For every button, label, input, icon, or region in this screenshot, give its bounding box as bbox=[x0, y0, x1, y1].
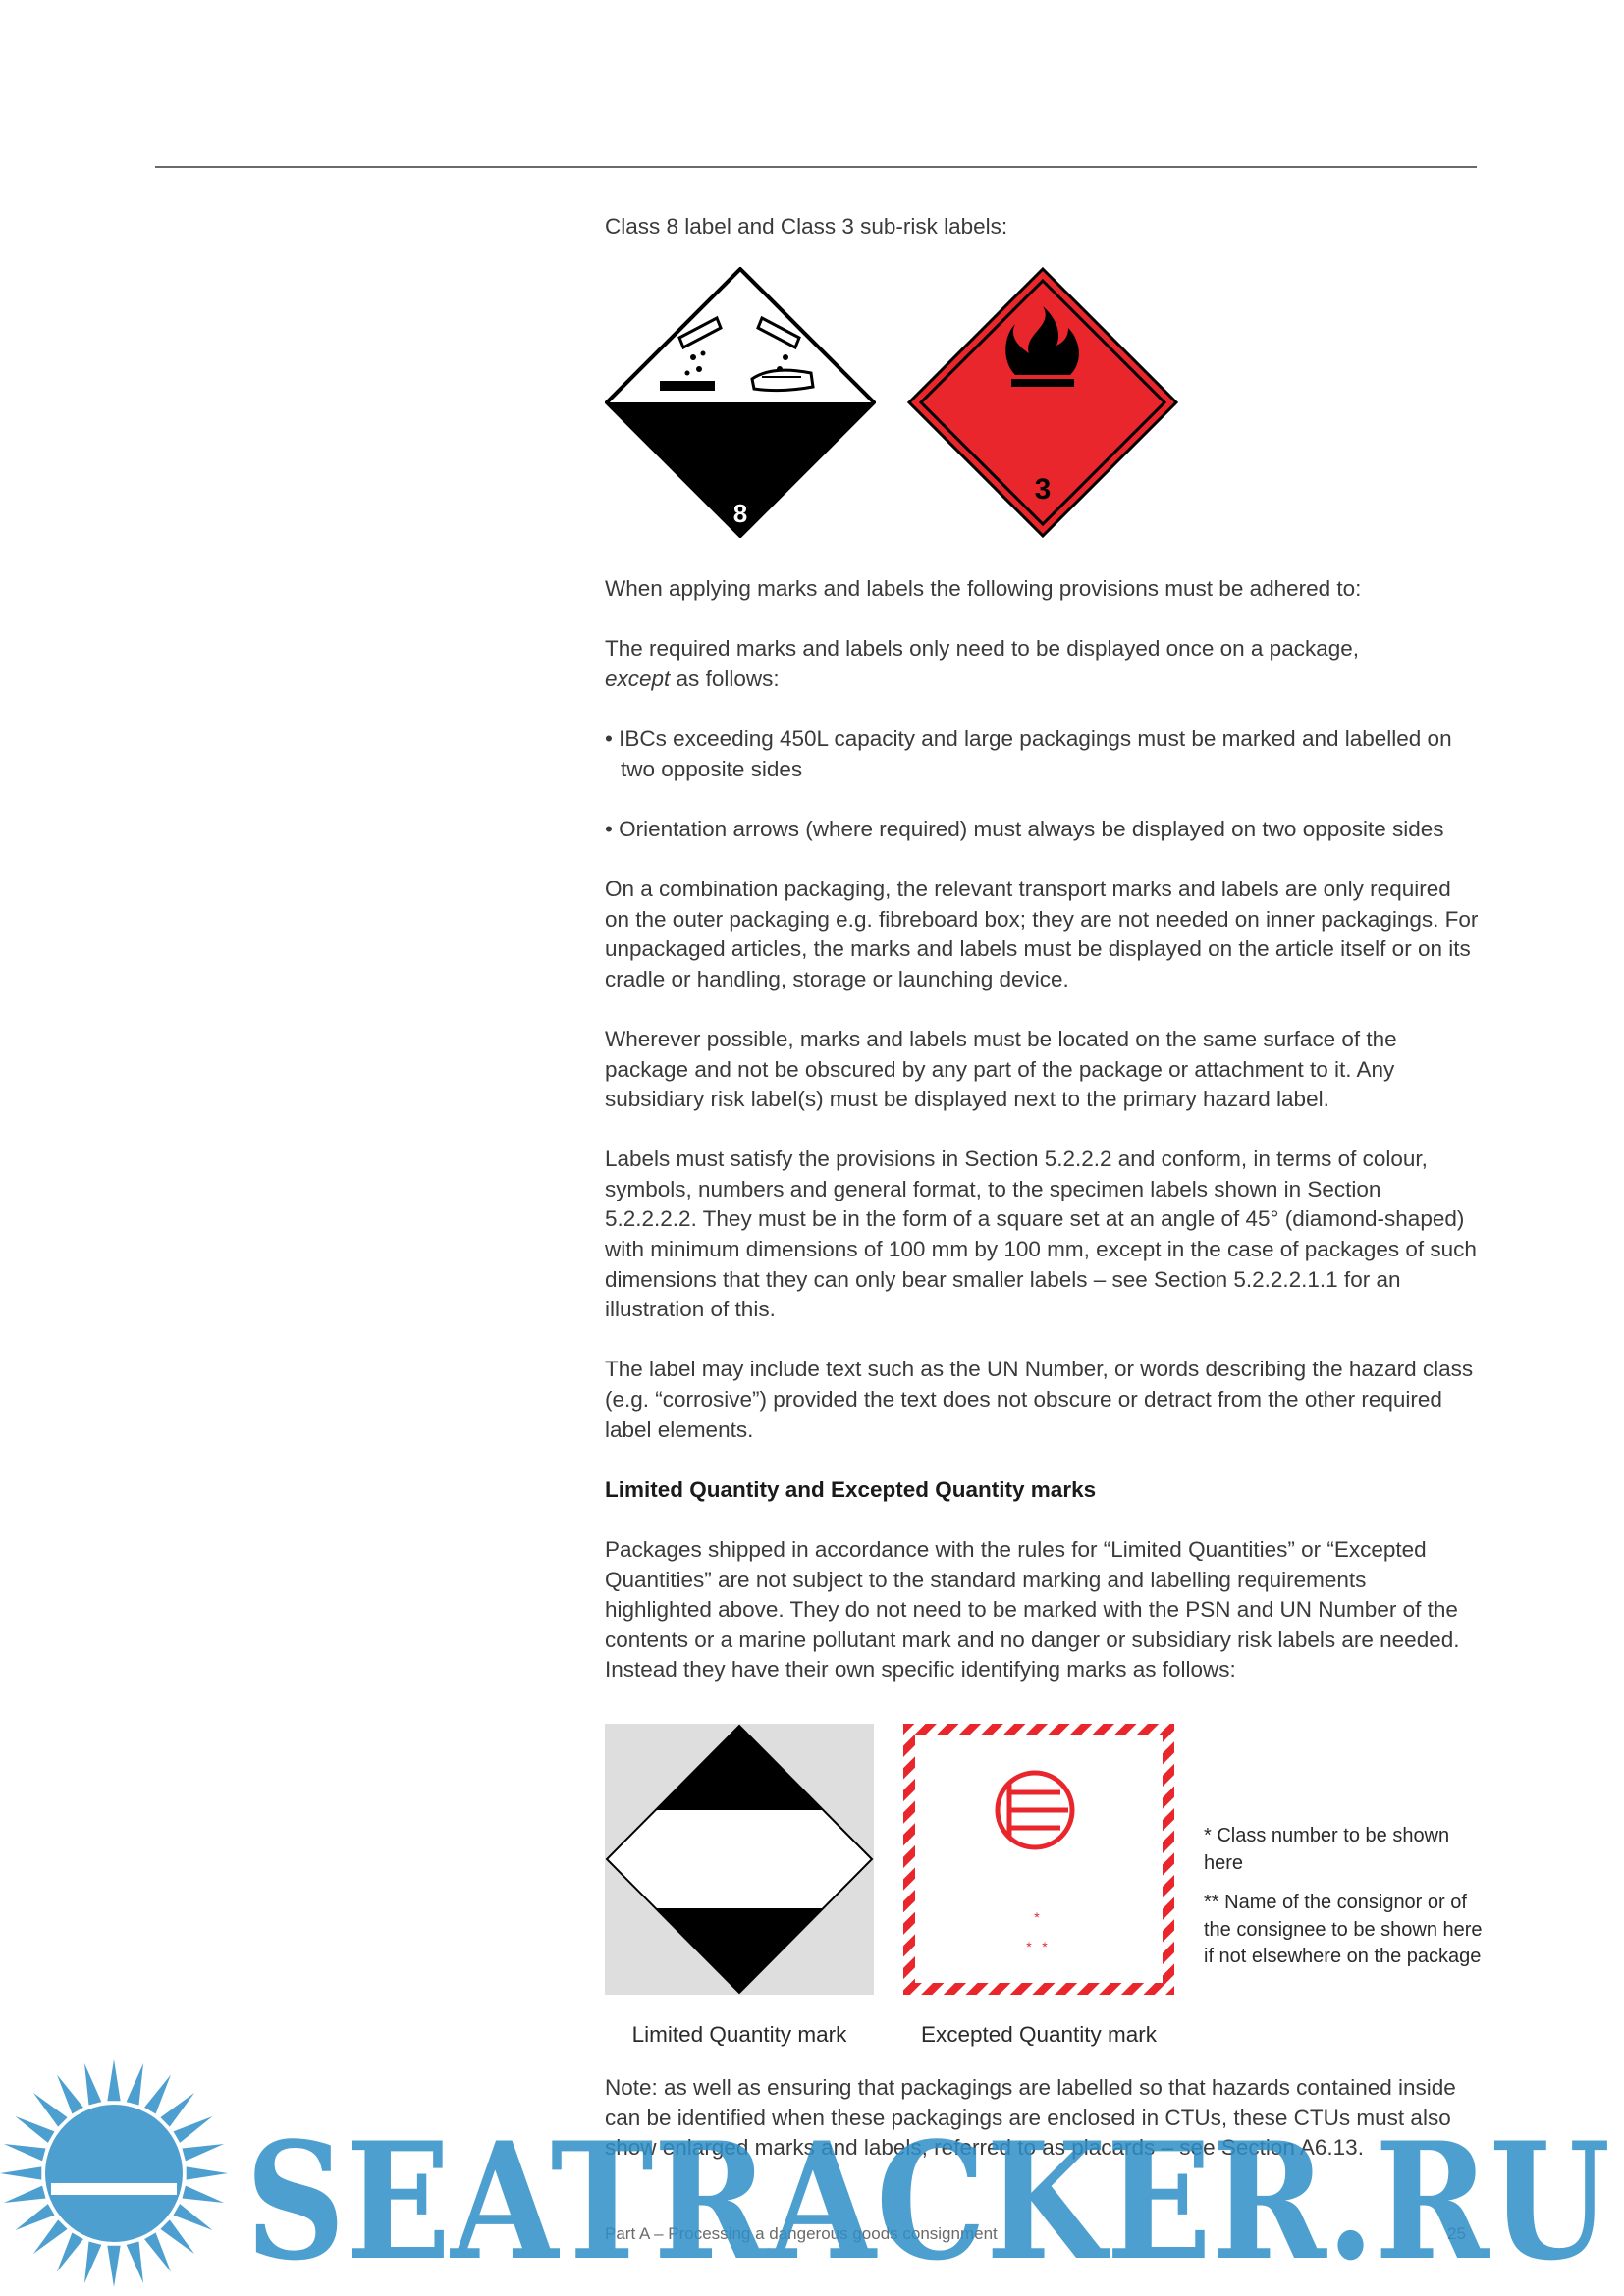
excepted-quantity-mark bbox=[903, 1724, 1174, 1995]
paragraph: The required marks and labels only need to be displayed once on a package, except as follows: bbox=[605, 636, 1359, 691]
class3-number: 3 bbox=[1034, 473, 1052, 506]
mark-note-2: ** Name of the consignor or of the consignee to be shown here if not elsewhere on the package bbox=[1204, 1892, 1483, 1967]
paragraph: When applying marks and labels the following provisions must be adhered to: bbox=[605, 576, 1362, 601]
section-heading: Class 8 label and Class 3 sub-risk labels: bbox=[605, 214, 1008, 239]
svg-text:*: * bbox=[1034, 1909, 1040, 1925]
note-paragraph: Note: as well as ensuring that packagings are labelled so that hazards contained inside can be identified when these packagings are enclosed in CTUs, these CTUs must also show enlarged marks and labels, referred to as placards – see Section A6.13. bbox=[605, 2075, 1456, 2161]
paragraph: The label may include text such as the UN Number, or words describing the hazard class (e.g. “corrosive”) provided the text does not obscure or detract from the other required label elements. bbox=[605, 1357, 1474, 1442]
body-text bbox=[605, 574, 1479, 1685]
mark-note-1: * Class number to be shown here bbox=[1204, 1825, 1450, 1874]
paragraph: Wherever possible, marks and labels must be located on the same surface of the package and not be obscured by any part of the package or attachment to it. Any subsidiary risk label(s) must be displayed next to the primary hazard label. bbox=[605, 1026, 1397, 1112]
class3-flammable-label bbox=[907, 267, 1178, 538]
page-number: 25 bbox=[1447, 2224, 1466, 2243]
paragraph: On a combination packaging, the relevant transport marks and labels are only required on the outer packaging e.g. fibreboard box; they are not needed on inner packagings. For unpackaged articles, the marks and labels must be displayed on the article itself or on its cradle or handling, storage or launching device. bbox=[605, 876, 1479, 991]
watermark bbox=[0, 2052, 1624, 2296]
lq-caption: Limited Quantity mark bbox=[631, 2022, 847, 2047]
bullet-item: • IBCs exceeding 450L capacity and large packagings must be marked and labelled on two opposite sides bbox=[605, 725, 1452, 781]
eq-caption: Excepted Quantity mark bbox=[920, 2022, 1158, 2047]
svg-text:*: * bbox=[1026, 1939, 1032, 1954]
class8-corrosive-label bbox=[605, 267, 876, 538]
limited-quantity-mark bbox=[605, 1724, 874, 1995]
paragraph: Packages shipped in accordance with the rules for “Limited Quantities” or “Excepted Quantities” are not subject to the standard marking and labelling requirements highlighted above. They do not need to be marked with the PSN and UN Number of the contents or a marine pollutant mark and no danger or subsidiary risk labels are needed. Instead they have their own specific identifying marks as follows: bbox=[605, 1537, 1460, 1682]
sun-logo-icon bbox=[0, 2059, 228, 2287]
watermark-text: SEATRACKER.RU bbox=[245, 2107, 1610, 2296]
svg-text:*: * bbox=[1042, 1939, 1048, 1954]
subheading: Limited Quantity and Excepted Quantity marks bbox=[605, 1476, 1097, 1502]
header-rule bbox=[155, 166, 1477, 168]
class8-number: 8 bbox=[732, 499, 748, 528]
footer-title: Part A – Processing a dangerous goods consignment bbox=[605, 2224, 998, 2243]
paragraph: Labels must satisfy the provisions in Section 5.2.2.2 and conform, in terms of colour, symbols, numbers and general format, to the specimen labels shown in Section 5.2.2.2.2. They must be in the form of a square set at an angle of 45° (diamond-shaped) with minimum dimensions of 100 mm by 100 mm, except in the case of packages of such dimensions that they can only bear smaller labels – see Section 5.2.2.2.1.1 for an illustration of this. bbox=[605, 1147, 1477, 1322]
bullet-item: • Orientation arrows (where required) must always be displayed on two opposite sides bbox=[605, 816, 1444, 841]
